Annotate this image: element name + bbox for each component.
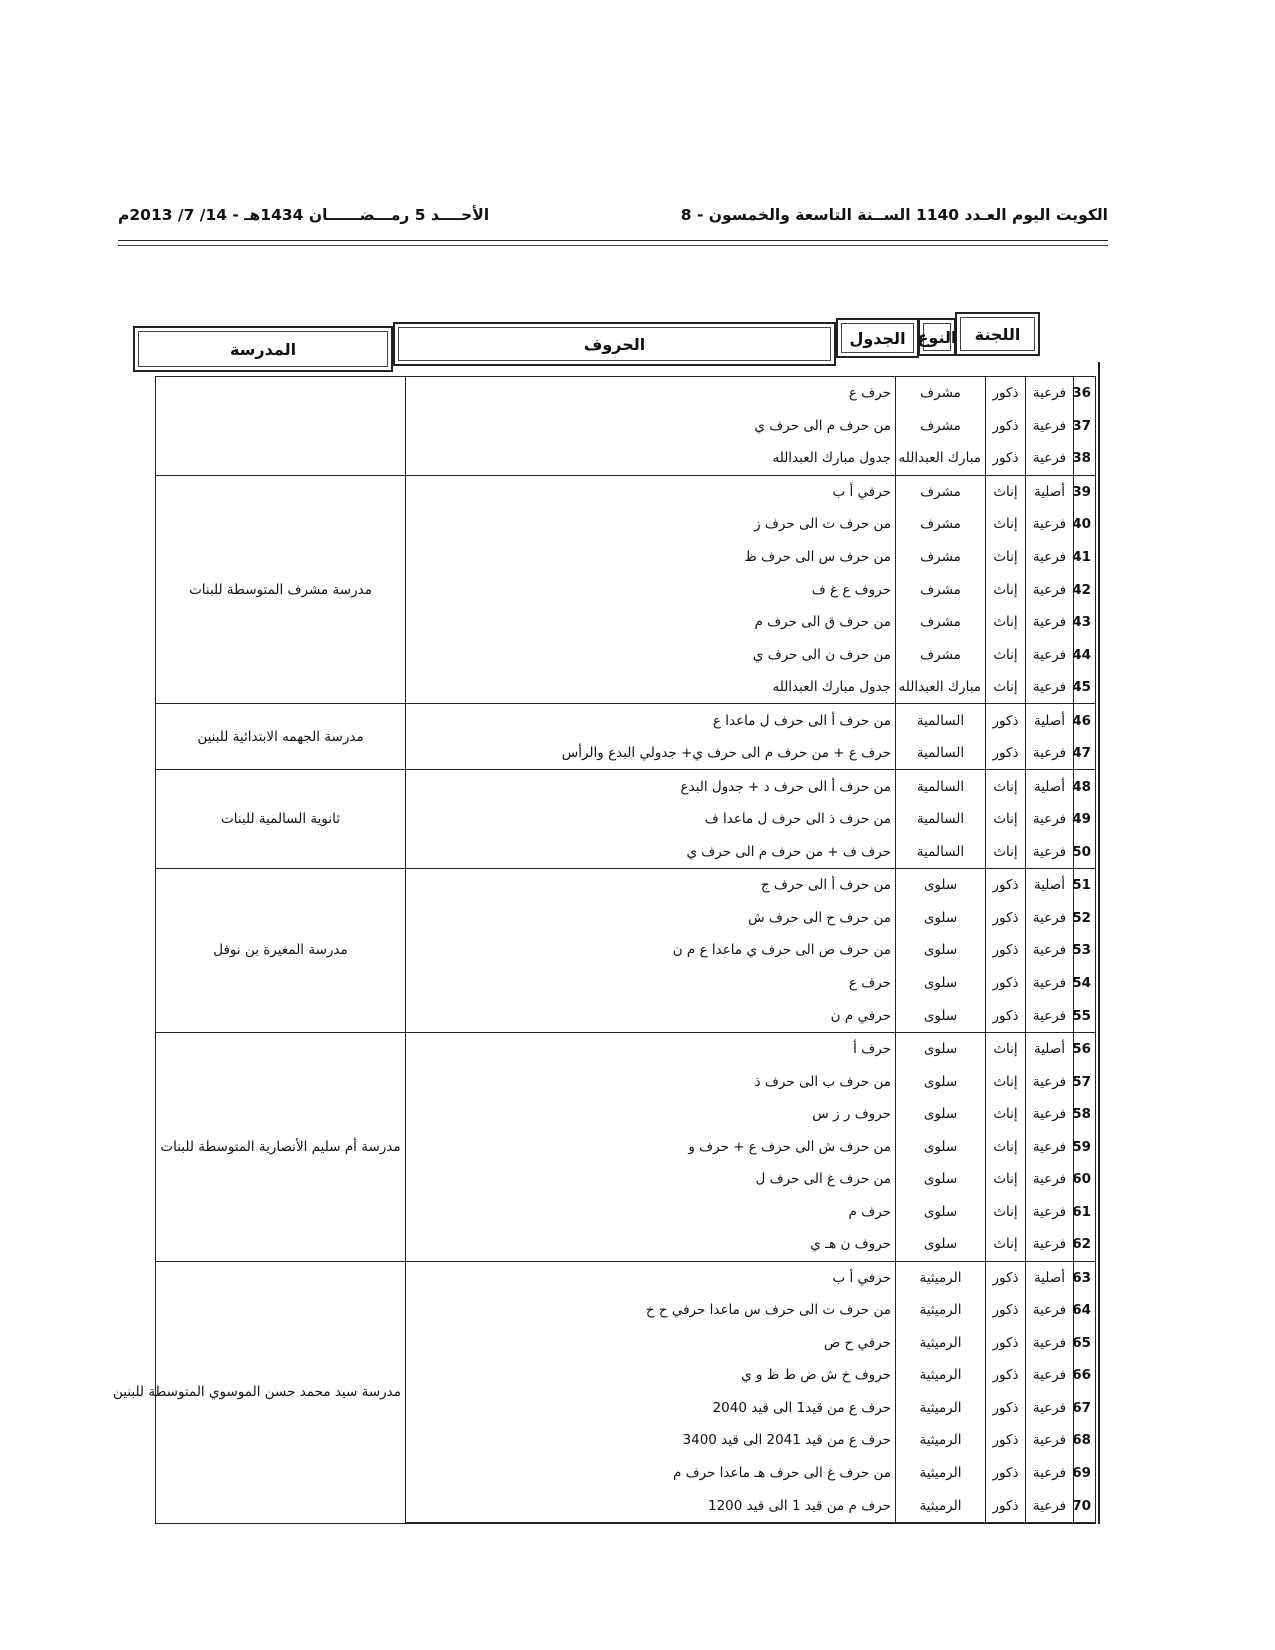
committee-number: 70 bbox=[1074, 1489, 1096, 1523]
committee-gender: ذكور bbox=[986, 1261, 1026, 1294]
committee-number: 42 bbox=[1074, 573, 1096, 606]
committee-gender: ذكور bbox=[986, 902, 1026, 935]
header-school bbox=[133, 326, 393, 372]
committee-number: 39 bbox=[1074, 475, 1096, 508]
header-rule bbox=[118, 245, 1108, 246]
electoral-table: مشرف bbox=[896, 541, 986, 574]
committee-category: فرعية bbox=[1026, 1065, 1074, 1098]
committee-category: أصلية bbox=[1026, 1261, 1074, 1294]
committee-number: 59 bbox=[1074, 1130, 1096, 1163]
letters-range: حرف ع من قيد 2041 الى قيد 3400 bbox=[406, 1424, 896, 1457]
committee-gender: ذكور bbox=[986, 704, 1026, 737]
letters-range: حرفي ح ص bbox=[406, 1327, 896, 1360]
committee-gender: إناث bbox=[986, 541, 1026, 574]
committee-category: فرعية bbox=[1026, 967, 1074, 1000]
table-row bbox=[156, 770, 1096, 803]
electoral-table: مشرف bbox=[896, 377, 986, 410]
committee-category: فرعية bbox=[1026, 671, 1074, 704]
committee-gender: ذكور bbox=[986, 1294, 1026, 1327]
committee-category: فرعية bbox=[1026, 1163, 1074, 1196]
committee-category: فرعية bbox=[1026, 1424, 1074, 1457]
committee-number: 49 bbox=[1074, 803, 1096, 836]
letters-range: من حرف أ الى حرف ج bbox=[406, 869, 896, 902]
electoral-table: سلوى bbox=[896, 934, 986, 967]
committee-number: 40 bbox=[1074, 508, 1096, 541]
committee-number: 63 bbox=[1074, 1261, 1096, 1294]
table-row bbox=[156, 377, 1096, 410]
electoral-table: الرميثية bbox=[896, 1489, 986, 1523]
letters-range: حرفي م ن bbox=[406, 999, 896, 1032]
committee-number: 68 bbox=[1074, 1424, 1096, 1457]
letters-range: من حرف غ الى حرف هـ ماعدا حرف م bbox=[406, 1457, 896, 1490]
electoral-table: الرميثية bbox=[896, 1457, 986, 1490]
committee-category: أصلية bbox=[1026, 1032, 1074, 1065]
committee-number: 53 bbox=[1074, 934, 1096, 967]
letters-range: جدول مبارك العبدالله bbox=[406, 442, 896, 475]
committee-number: 44 bbox=[1074, 638, 1096, 671]
committee-number: 64 bbox=[1074, 1294, 1096, 1327]
letters-range: من حرف ح الى حرف ش bbox=[406, 902, 896, 935]
letters-range: من حرف ق الى حرف م bbox=[406, 606, 896, 639]
committee-category: فرعية bbox=[1026, 1098, 1074, 1131]
letters-range: حرف ع bbox=[406, 377, 896, 410]
committee-gender: ذكور bbox=[986, 1489, 1026, 1523]
committee-category: فرعية bbox=[1026, 803, 1074, 836]
header-category-label: النوع bbox=[923, 323, 951, 351]
letters-range: حروف خ ش ض ط ظ و ي bbox=[406, 1359, 896, 1392]
committee-category: أصلية bbox=[1026, 770, 1074, 803]
school-name: مدرسة المغيرة بن نوفل bbox=[156, 869, 406, 1033]
committee-gender: إناث bbox=[986, 836, 1026, 869]
letters-range: حروف ر ز س bbox=[406, 1098, 896, 1131]
committee-number: 69 bbox=[1074, 1457, 1096, 1490]
electoral-table: السالمية bbox=[896, 803, 986, 836]
committee-gender: ذكور bbox=[986, 967, 1026, 1000]
electoral-table: سلوى bbox=[896, 1228, 986, 1261]
electoral-table: مبارك العبدالله bbox=[896, 671, 986, 704]
committee-gender: ذكور bbox=[986, 1457, 1026, 1490]
committee-number: 45 bbox=[1074, 671, 1096, 704]
committee-number: 46 bbox=[1074, 704, 1096, 737]
committee-gender: إناث bbox=[986, 1065, 1026, 1098]
letters-range: من حرف أ الى حرف د + جدول البدع bbox=[406, 770, 896, 803]
header-table bbox=[836, 318, 919, 358]
electoral-table: سلوى bbox=[896, 1098, 986, 1131]
letters-range: حرف أ bbox=[406, 1032, 896, 1065]
electoral-table: مشرف bbox=[896, 606, 986, 639]
committee-category: فرعية bbox=[1026, 1489, 1074, 1523]
electoral-table: سلوى bbox=[896, 999, 986, 1032]
letters-range: من حرف غ الى حرف ل bbox=[406, 1163, 896, 1196]
school-name bbox=[156, 377, 406, 476]
committee-number: 54 bbox=[1074, 967, 1096, 1000]
committee-gender: ذكور bbox=[986, 1424, 1026, 1457]
electoral-table: سلوى bbox=[896, 967, 986, 1000]
committee-gender: ذكور bbox=[986, 737, 1026, 770]
committee-number: 58 bbox=[1074, 1098, 1096, 1131]
electoral-table: الرميثية bbox=[896, 1392, 986, 1425]
school-name: مدرسة مشرف المتوسطة للبنات bbox=[156, 475, 406, 704]
electoral-table: السالمية bbox=[896, 737, 986, 770]
committee-category: أصلية bbox=[1026, 475, 1074, 508]
letters-range: من حرف م الى حرف ي bbox=[406, 410, 896, 443]
header-committee bbox=[955, 312, 1040, 356]
committee-category: أصلية bbox=[1026, 704, 1074, 737]
committee-category: فرعية bbox=[1026, 934, 1074, 967]
committee-category: فرعية bbox=[1026, 1359, 1074, 1392]
committee-gender: إناث bbox=[986, 770, 1026, 803]
committee-number: 57 bbox=[1074, 1065, 1096, 1098]
electoral-table: سلوى bbox=[896, 1130, 986, 1163]
committee-gender: إناث bbox=[986, 475, 1026, 508]
letters-range: جدول مبارك العبدالله bbox=[406, 671, 896, 704]
school-name: مدرسة الجهمه الابتدائية للبنين bbox=[156, 704, 406, 770]
committee-gender: إناث bbox=[986, 573, 1026, 606]
committee-category: أصلية bbox=[1026, 869, 1074, 902]
committee-number: 65 bbox=[1074, 1327, 1096, 1360]
electoral-table: سلوى bbox=[896, 1065, 986, 1098]
table-row bbox=[156, 1261, 1096, 1294]
table-row bbox=[156, 475, 1096, 508]
committee-number: 43 bbox=[1074, 606, 1096, 639]
header-category bbox=[918, 318, 956, 356]
table-row bbox=[156, 869, 1096, 902]
committee-category: فرعية bbox=[1026, 1457, 1074, 1490]
committee-number: 67 bbox=[1074, 1392, 1096, 1425]
electoral-table: سلوى bbox=[896, 869, 986, 902]
committee-category: فرعية bbox=[1026, 999, 1074, 1032]
electoral-table: مبارك العبدالله bbox=[896, 442, 986, 475]
committee-gender: ذكور bbox=[986, 1359, 1026, 1392]
committees-table bbox=[112, 376, 1095, 1524]
committee-gender: إناث bbox=[986, 803, 1026, 836]
electoral-table: الرميثية bbox=[896, 1327, 986, 1360]
committee-gender: ذكور bbox=[986, 377, 1026, 410]
table-row bbox=[156, 704, 1096, 737]
letters-range: من حرف ص الى حرف ي ماعدا ع م ن bbox=[406, 934, 896, 967]
electoral-table: سلوى bbox=[896, 1163, 986, 1196]
committee-number: 47 bbox=[1074, 737, 1096, 770]
committee-gender: ذكور bbox=[986, 410, 1026, 443]
page-header bbox=[118, 206, 1108, 224]
letters-range: حرف م bbox=[406, 1195, 896, 1228]
committee-category: فرعية bbox=[1026, 1228, 1074, 1261]
committee-gender: إناث bbox=[986, 508, 1026, 541]
electoral-table: السالمية bbox=[896, 704, 986, 737]
committee-gender: ذكور bbox=[986, 869, 1026, 902]
letters-range: من حرف أ الى حرف ل ماعدا ع bbox=[406, 704, 896, 737]
committee-number: 60 bbox=[1074, 1163, 1096, 1196]
electoral-table: السالمية bbox=[896, 836, 986, 869]
committee-gender: إناث bbox=[986, 1098, 1026, 1131]
header-rule bbox=[118, 240, 1108, 241]
letters-range: حرفي أ ب bbox=[406, 1261, 896, 1294]
committee-number: 50 bbox=[1074, 836, 1096, 869]
letters-range: حرف ع + من حرف م الى حرف ي+ جدولي البدع والرأس bbox=[406, 737, 896, 770]
committee-gender: ذكور bbox=[986, 999, 1026, 1032]
committee-gender: إناث bbox=[986, 1130, 1026, 1163]
letters-range: حرفي أ ب bbox=[406, 475, 896, 508]
committee-category: فرعية bbox=[1026, 902, 1074, 935]
committee-number: 48 bbox=[1074, 770, 1096, 803]
committee-category: فرعية bbox=[1026, 1195, 1074, 1228]
committee-category: فرعية bbox=[1026, 442, 1074, 475]
letters-range: حروف ع غ ف bbox=[406, 573, 896, 606]
electoral-table: مشرف bbox=[896, 410, 986, 443]
table-row bbox=[156, 1032, 1096, 1065]
letters-range: من حرف ت الى حرف س ماعدا حرفي ح خ bbox=[406, 1294, 896, 1327]
committee-number: 36 bbox=[1074, 377, 1096, 410]
committee-number: 52 bbox=[1074, 902, 1096, 935]
committee-category: فرعية bbox=[1026, 1327, 1074, 1360]
committee-number: 38 bbox=[1074, 442, 1096, 475]
school-name: مدرسة أم سليم الأنصارية المتوسطة للبنات bbox=[156, 1032, 406, 1261]
committee-category: فرعية bbox=[1026, 410, 1074, 443]
committee-category: فرعية bbox=[1026, 737, 1074, 770]
committee-category: فرعية bbox=[1026, 377, 1074, 410]
electoral-table: سلوى bbox=[896, 1032, 986, 1065]
electoral-table: سلوى bbox=[896, 1195, 986, 1228]
header-date: الأحــــد 5 رمـــضــــــان 1434هـ - 14/ 7/ 2013م bbox=[118, 206, 490, 224]
header-table-label: الجدول bbox=[841, 323, 914, 353]
committee-category: فرعية bbox=[1026, 541, 1074, 574]
letters-range: حرف ع bbox=[406, 967, 896, 1000]
electoral-table: الرميثية bbox=[896, 1424, 986, 1457]
committee-gender: إناث bbox=[986, 638, 1026, 671]
committee-category: فرعية bbox=[1026, 638, 1074, 671]
letters-range: حرف ف + من حرف م الى حرف ي bbox=[406, 836, 896, 869]
electoral-table: مشرف bbox=[896, 508, 986, 541]
committee-gender: إناث bbox=[986, 671, 1026, 704]
school-name: مدرسة سيد محمد حسن الموسوي المتوسطة للبنين bbox=[156, 1261, 406, 1523]
table-outer-rule bbox=[1098, 362, 1100, 1524]
committee-number: 62 bbox=[1074, 1228, 1096, 1261]
committee-category: فرعية bbox=[1026, 606, 1074, 639]
committee-number: 37 bbox=[1074, 410, 1096, 443]
electoral-table: الرميثية bbox=[896, 1261, 986, 1294]
committee-number: 55 bbox=[1074, 999, 1096, 1032]
electoral-table: مشرف bbox=[896, 638, 986, 671]
letters-range: من حرف ذ الى حرف ل ماعدا ف bbox=[406, 803, 896, 836]
committees-rows bbox=[112, 376, 1096, 1524]
letters-range: حرف م من قيد 1 الى قيد 1200 bbox=[406, 1489, 896, 1523]
committee-category: فرعية bbox=[1026, 836, 1074, 869]
committee-number: 51 bbox=[1074, 869, 1096, 902]
committee-number: 66 bbox=[1074, 1359, 1096, 1392]
committee-category: فرعية bbox=[1026, 1130, 1074, 1163]
electoral-table: الرميثية bbox=[896, 1359, 986, 1392]
committee-category: فرعية bbox=[1026, 1392, 1074, 1425]
committee-category: فرعية bbox=[1026, 573, 1074, 606]
header-committee-label: اللجنة bbox=[960, 317, 1035, 351]
committee-category: فرعية bbox=[1026, 508, 1074, 541]
committee-gender: ذكور bbox=[986, 934, 1026, 967]
header-school-label: المدرسة bbox=[138, 331, 388, 367]
electoral-table: مشرف bbox=[896, 475, 986, 508]
header-letters-label: الحروف bbox=[398, 327, 831, 361]
letters-range: حرف ع من قيد1 الى قيد 2040 bbox=[406, 1392, 896, 1425]
committee-number: 56 bbox=[1074, 1032, 1096, 1065]
electoral-table: الرميثية bbox=[896, 1294, 986, 1327]
committee-gender: ذكور bbox=[986, 1327, 1026, 1360]
committee-gender: إناث bbox=[986, 1032, 1026, 1065]
letters-range: من حرف س الى حرف ظ bbox=[406, 541, 896, 574]
electoral-table: سلوى bbox=[896, 902, 986, 935]
electoral-table: مشرف bbox=[896, 573, 986, 606]
letters-range: من حرف ب الى حرف ذ bbox=[406, 1065, 896, 1098]
letters-range: من حرف ت الى حرف ز bbox=[406, 508, 896, 541]
school-name: ثانوية السالمية للبنات bbox=[156, 770, 406, 869]
letters-range: حروف ن هـ ي bbox=[406, 1228, 896, 1261]
committee-gender: إناث bbox=[986, 606, 1026, 639]
letters-range: من حرف ش الى حرف ع + حرف و bbox=[406, 1130, 896, 1163]
electoral-table: السالمية bbox=[896, 770, 986, 803]
committee-gender: إناث bbox=[986, 1195, 1026, 1228]
committee-gender: إناث bbox=[986, 1163, 1026, 1196]
committee-category: فرعية bbox=[1026, 1294, 1074, 1327]
committee-gender: ذكور bbox=[986, 1392, 1026, 1425]
header-letters bbox=[393, 322, 836, 366]
committee-number: 61 bbox=[1074, 1195, 1096, 1228]
committee-number: 41 bbox=[1074, 541, 1096, 574]
letters-range: من حرف ن الى حرف ي bbox=[406, 638, 896, 671]
committee-gender: إناث bbox=[986, 1228, 1026, 1261]
committee-gender: ذكور bbox=[986, 442, 1026, 475]
header-issue-info: الكويت اليوم العـدد 1140 الســنة التاسعة والخمسون - 8 bbox=[680, 206, 1108, 224]
